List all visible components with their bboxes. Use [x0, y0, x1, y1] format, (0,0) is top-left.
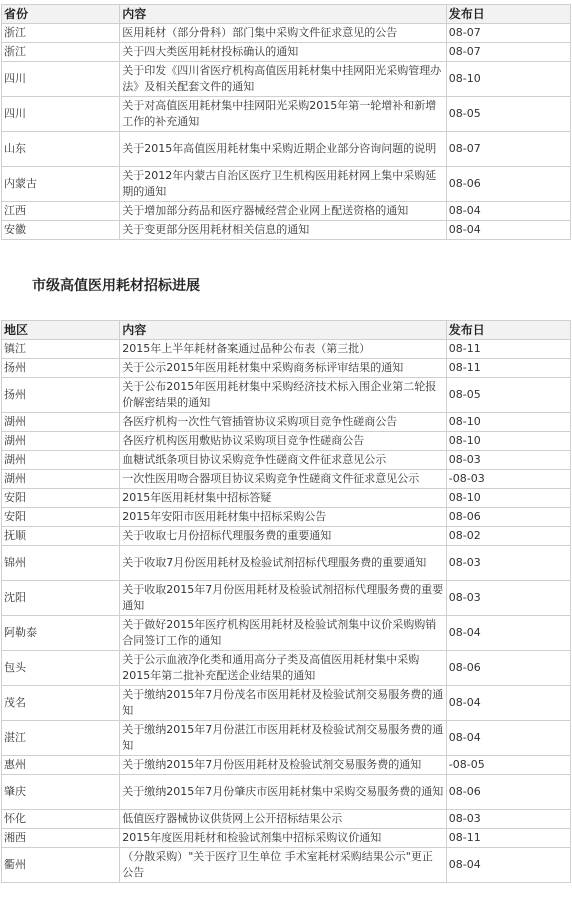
table-row [2, 581, 571, 616]
cell-content-link[interactable]: 低值医疗器械协议供货网上公开招标结果公示 [120, 810, 447, 829]
header-region: 省份 [2, 5, 120, 24]
cell-date: 08-11 [446, 340, 570, 359]
cell-date: 08-06 [446, 775, 570, 810]
cell-region: 湛江 [2, 721, 120, 756]
cell-date: 08-11 [446, 829, 570, 848]
cell-content-link[interactable]: 关于公布2015年医用耗材集中采购经济技术标入围企业第二轮报价解密结果的通知 [120, 378, 447, 413]
table-row [2, 775, 571, 810]
cell-region: 湖州 [2, 470, 120, 489]
cell-content-link[interactable]: 关于四大类医用耗材投标确认的通知 [120, 43, 447, 62]
cell-date: 08-02 [446, 527, 570, 546]
cell-date: 08-04 [446, 721, 570, 756]
cell-content-link[interactable]: 2015年上半年耗材备案通过品种公布表（第三批） [120, 340, 447, 359]
provincial-rows [2, 24, 571, 240]
section-title: 市级高值医用耗材招标进展 [32, 278, 200, 294]
municipal-table [1, 320, 571, 883]
cell-content-link[interactable]: （分散采购）"关于医疗卫生单位 手术室耗材采购结果公示"更正公告 [120, 848, 447, 883]
header-content: 内容 [120, 321, 447, 340]
cell-content-link[interactable]: 关于公示血液净化类和通用高分子类及高值医用耗材集中采购2015年第二批补充配送企业结果的通知 [120, 651, 447, 686]
table-row [2, 221, 571, 240]
table-row [2, 378, 571, 413]
table-row [2, 132, 571, 167]
table-row [2, 167, 571, 202]
cell-content-link[interactable]: 关于公示2015年医用耗材集中采购商务标评审结果的通知 [120, 359, 447, 378]
table-row [2, 721, 571, 756]
cell-content-link[interactable]: 关于2015年高值医用耗材集中采购近期企业部分咨询问题的说明 [120, 132, 447, 167]
cell-date: -08-05 [446, 756, 570, 775]
cell-content-link[interactable]: 关于收取七月份招标代理服务费的重要通知 [120, 527, 447, 546]
cell-content-link[interactable]: 关于做好2015年医疗机构医用耗材及检验试剂集中议价采购购销合同签订工作的通知 [120, 616, 447, 651]
cell-content-link[interactable]: 关于缴纳2015年7月份医用耗材及检验试剂交易服务费的通知 [120, 756, 447, 775]
cell-region: 安阳 [2, 489, 120, 508]
cell-region: 江西 [2, 202, 120, 221]
cell-region: 浙江 [2, 24, 120, 43]
cell-content-link[interactable]: 关于对高值医用耗材集中挂网阳光采购2015年第一轮增补和新增工作的补充通知 [120, 97, 447, 132]
cell-region: 湖州 [2, 413, 120, 432]
table-row [2, 432, 571, 451]
cell-region: 安徽 [2, 221, 120, 240]
cell-date: 08-10 [446, 489, 570, 508]
table-row [2, 470, 571, 489]
cell-date: -08-03 [446, 470, 570, 489]
cell-date: 08-03 [446, 581, 570, 616]
cell-date: 08-07 [446, 132, 570, 167]
cell-content-link[interactable]: 各医疗机构医用敷贴协议采购项目竞争性磋商公告 [120, 432, 447, 451]
cell-content-link[interactable]: 关于增加部分药品和医疗器械经营企业网上配送资格的通知 [120, 202, 447, 221]
table-row [2, 359, 571, 378]
cell-region: 安阳 [2, 508, 120, 527]
cell-content-link[interactable]: 血糖试纸条项目协议采购竞争性磋商文件征求意见公示 [120, 451, 447, 470]
cell-date: 08-04 [446, 221, 570, 240]
cell-date: 08-10 [446, 413, 570, 432]
cell-region: 扬州 [2, 359, 120, 378]
cell-date: 08-07 [446, 24, 570, 43]
table-row [2, 508, 571, 527]
table-row [2, 616, 571, 651]
cell-date: 08-05 [446, 97, 570, 132]
table-row [2, 546, 571, 581]
cell-content-link[interactable]: 关于缴纳2015年7月份茂名市医用耗材及检验试剂交易服务费的通知 [120, 686, 447, 721]
municipal-rows [2, 340, 571, 883]
cell-date: 08-04 [446, 616, 570, 651]
cell-content-link[interactable]: 关于收取7月份医用耗材及检验试剂招标代理服务费的重要通知 [120, 546, 447, 581]
cell-region: 四川 [2, 97, 120, 132]
cell-region: 四川 [2, 62, 120, 97]
cell-date: 08-11 [446, 359, 570, 378]
cell-region: 扬州 [2, 378, 120, 413]
cell-content-link[interactable]: 2015年医用耗材集中招标答疑 [120, 489, 447, 508]
cell-date: 08-06 [446, 167, 570, 202]
cell-content-link[interactable]: 医用耗材（部分骨科）部门集中采购文件征求意见的公告 [120, 24, 447, 43]
table-row [2, 527, 571, 546]
table-row [2, 651, 571, 686]
cell-content-link[interactable]: 各医疗机构一次性气管插管协议采购项目竞争性磋商公告 [120, 413, 447, 432]
table-row [2, 43, 571, 62]
cell-content-link[interactable]: 关于缴纳2015年7月份湛江市医用耗材及检验试剂交易服务费的通知 [120, 721, 447, 756]
header-date: 发布日 [446, 5, 570, 24]
header-date: 发布日 [446, 321, 570, 340]
cell-region: 阿勒泰 [2, 616, 120, 651]
provincial-table [1, 4, 571, 240]
cell-region: 内蒙古 [2, 167, 120, 202]
table-row [2, 202, 571, 221]
cell-date: 08-04 [446, 686, 570, 721]
cell-region: 惠州 [2, 756, 120, 775]
cell-date: 08-10 [446, 62, 570, 97]
table-row [2, 848, 571, 883]
cell-region: 肇庆 [2, 775, 120, 810]
cell-content-link[interactable]: 2015年度医用耗材和检验试剂集中招标采购议价通知 [120, 829, 447, 848]
cell-date: 08-03 [446, 451, 570, 470]
cell-date: 08-05 [446, 378, 570, 413]
cell-region: 浙江 [2, 43, 120, 62]
header-region: 地区 [2, 321, 120, 340]
table-row [2, 97, 571, 132]
table-row [2, 24, 571, 43]
cell-date: 08-03 [446, 546, 570, 581]
cell-content-link[interactable]: 关于2012年内蒙古自治区医疗卫生机构医用耗材网上集中采购延期的通知 [120, 167, 447, 202]
table-row [2, 451, 571, 470]
cell-content-link[interactable]: 关于收取2015年7月份医用耗材及检验试剂招标代理服务费的重要通知 [120, 581, 447, 616]
cell-region: 湖州 [2, 432, 120, 451]
table-row [2, 62, 571, 97]
table-row [2, 829, 571, 848]
cell-region: 茂名 [2, 686, 120, 721]
cell-content-link[interactable]: 关于缴纳2015年7月份肇庆市医用耗材集中采购交易服务费的通知 [120, 775, 447, 810]
table-row [2, 686, 571, 721]
table-row [2, 810, 571, 829]
cell-date: 08-10 [446, 432, 570, 451]
cell-content-link[interactable]: 一次性医用吻合器项目协议采购竞争性磋商文件征求意见公示 [120, 470, 447, 489]
cell-region: 怀化 [2, 810, 120, 829]
header-content: 内容 [120, 5, 447, 24]
cell-region: 衢州 [2, 848, 120, 883]
cell-date: 08-04 [446, 202, 570, 221]
cell-content-link[interactable]: 2015年安阳市医用耗材集中招标采购公告 [120, 508, 447, 527]
cell-region: 锦州 [2, 546, 120, 581]
cell-region: 湖州 [2, 451, 120, 470]
cell-date: 08-06 [446, 651, 570, 686]
table-row [2, 489, 571, 508]
table-header-row [2, 321, 571, 340]
cell-region: 山东 [2, 132, 120, 167]
cell-region: 镇江 [2, 340, 120, 359]
cell-date: 08-04 [446, 848, 570, 883]
table-header-row [2, 5, 571, 24]
cell-date: 08-06 [446, 508, 570, 527]
table-row [2, 340, 571, 359]
table-row [2, 756, 571, 775]
cell-region: 沈阳 [2, 581, 120, 616]
cell-region: 抚顺 [2, 527, 120, 546]
cell-content-link[interactable]: 关于印发《四川省医疗机构高值医用耗材集中挂网阳光采购管理办法》及相关配套文件的通知 [120, 62, 447, 97]
cell-date: 08-07 [446, 43, 570, 62]
cell-date: 08-03 [446, 810, 570, 829]
cell-content-link[interactable]: 关于变更部分医用耗材相关信息的通知 [120, 221, 447, 240]
cell-region: 包头 [2, 651, 120, 686]
table-row [2, 413, 571, 432]
cell-region: 湘西 [2, 829, 120, 848]
